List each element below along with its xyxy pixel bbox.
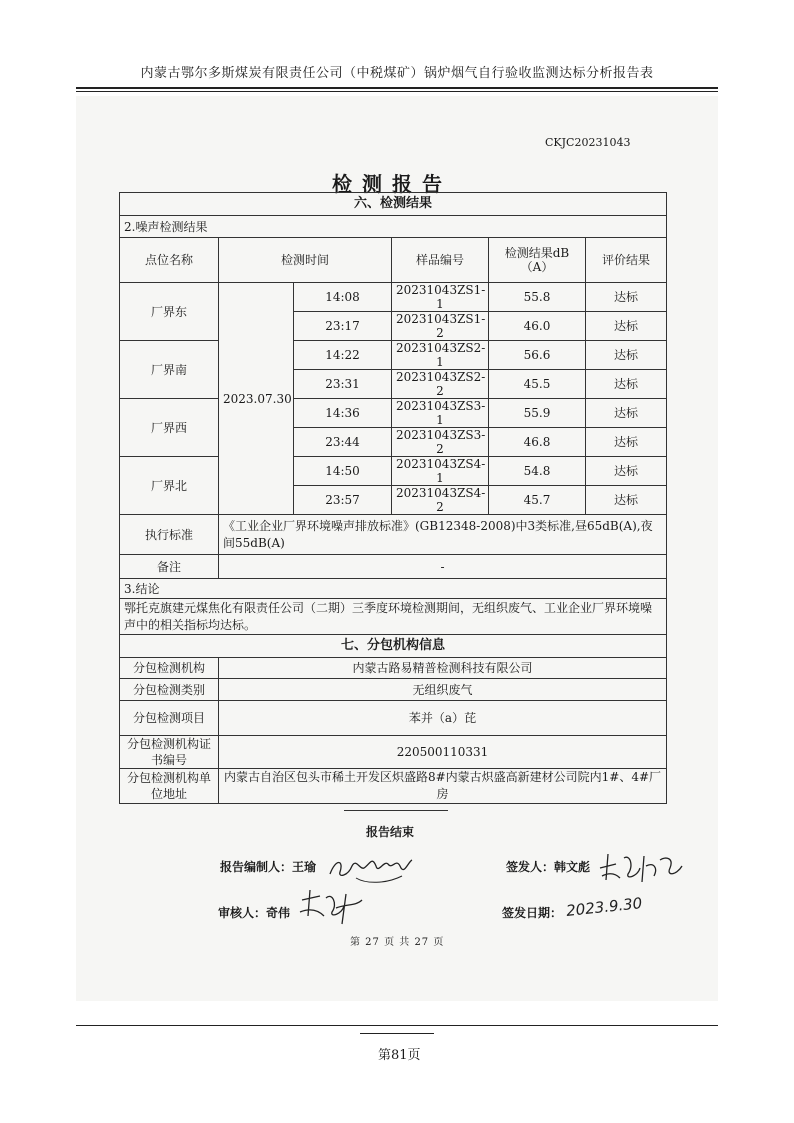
report-end: 报告结束	[366, 825, 415, 839]
sub-value: 无组织废气	[219, 679, 667, 701]
header-rule	[76, 87, 718, 89]
sub-value: 内蒙古自治区包头市稀土开发区炽盛路8#内蒙古炽盛高新建材公司院内1#、4#厂房	[219, 769, 667, 804]
footer-short-rule	[360, 1033, 434, 1034]
point-name: 厂界北	[120, 457, 219, 515]
reviewer-signature-icon	[296, 886, 366, 930]
col-result: 检测结果dB（A）	[489, 238, 586, 283]
result-value: 45.7	[489, 486, 586, 515]
sample-id: 20231043ZS4-1	[392, 457, 489, 486]
sub-value: 内蒙古路易精普检测科技有限公司	[219, 658, 667, 679]
test-time: 14:36	[294, 399, 392, 428]
conclusion-text: 鄂托克旗建元煤焦化有限责任公司（二期）三季度环境检测期间，无组织废气、工业企业厂界环境噪声中的相关指标均达标。	[120, 599, 667, 635]
test-date: 2023.07.30	[219, 283, 294, 515]
reviewer-label: 审核人：奇伟	[218, 906, 291, 920]
test-time: 23:17	[294, 312, 392, 341]
test-time: 23:57	[294, 486, 392, 515]
test-time: 23:44	[294, 428, 392, 457]
sample-id: 20231043ZS2-1	[392, 341, 489, 370]
sample-id: 20231043ZS1-1	[392, 283, 489, 312]
header-rule-thin	[76, 91, 718, 92]
col-eval: 评价结果	[586, 238, 667, 283]
conclusion-title: 3.结论	[120, 579, 667, 599]
sample-id: 20231043ZS3-1	[392, 399, 489, 428]
page-number: 第81页	[378, 1048, 421, 1063]
section-6-title: 六、检测结果	[120, 193, 667, 216]
point-name: 厂界南	[120, 341, 219, 399]
point-name: 厂界西	[120, 399, 219, 457]
col-time: 检测时间	[219, 238, 392, 283]
page-header-title: 内蒙古鄂尔多斯煤炭有限责任公司（中税煤矿）锅炉烟气自行验收监测达标分析报告表	[140, 66, 654, 81]
report-table	[119, 192, 667, 804]
eval-result: 达标	[586, 399, 667, 428]
inner-page-number: 第 27 页 共 27 页	[350, 937, 445, 948]
sub-label: 分包检测机构证书编号	[120, 736, 219, 769]
sub-value: 220500110331	[219, 736, 667, 769]
editor-label: 报告编制人：王瑜	[220, 860, 317, 874]
footer-rule	[76, 1025, 718, 1026]
test-time: 14:50	[294, 457, 392, 486]
result-value: 45.5	[489, 370, 586, 399]
test-time: 14:08	[294, 283, 392, 312]
sub-label: 分包检测项目	[120, 701, 219, 736]
result-value: 55.8	[489, 283, 586, 312]
eval-result: 达标	[586, 283, 667, 312]
result-value: 46.8	[489, 428, 586, 457]
remark-label: 备注	[120, 555, 219, 579]
eval-result: 达标	[586, 312, 667, 341]
issuer-label: 签发人：韩文彪	[506, 860, 591, 874]
noise-subtitle: 2.噪声检测结果	[120, 216, 667, 238]
standard-label: 执行标准	[120, 515, 219, 555]
eval-result: 达标	[586, 341, 667, 370]
col-point: 点位名称	[120, 238, 219, 283]
issuer-signature-icon	[596, 846, 686, 888]
document-title: 检测报告	[332, 172, 452, 196]
result-value: 46.0	[489, 312, 586, 341]
eval-result: 达标	[586, 370, 667, 399]
point-name: 厂界东	[120, 283, 219, 341]
sub-label: 分包检测机构	[120, 658, 219, 679]
eval-result: 达标	[586, 486, 667, 515]
result-value: 55.9	[489, 399, 586, 428]
result-value: 54.8	[489, 457, 586, 486]
sample-id: 20231043ZS3-2	[392, 428, 489, 457]
sample-id: 20231043ZS4-2	[392, 486, 489, 515]
col-sample: 样品编号	[392, 238, 489, 283]
section-7-title: 七、分包机构信息	[120, 635, 667, 658]
end-rule	[344, 810, 448, 811]
sample-id: 20231043ZS2-2	[392, 370, 489, 399]
sub-label: 分包检测机构单位地址	[120, 769, 219, 804]
test-time: 14:22	[294, 341, 392, 370]
result-value: 56.6	[489, 341, 586, 370]
sample-id: 20231043ZS1-2	[392, 312, 489, 341]
issue-date-handwritten: 2023.9.30	[565, 894, 644, 920]
editor-signature-icon	[326, 848, 416, 888]
eval-result: 达标	[586, 428, 667, 457]
standard-value: 《工业企业厂界环境噪声排放标准》(GB12348-2008)中3类标准,昼65dB(A),夜间55dB(A)	[219, 515, 667, 555]
remark-value: -	[219, 555, 667, 579]
test-time: 23:31	[294, 370, 392, 399]
sub-label: 分包检测类别	[120, 679, 219, 701]
eval-result: 达标	[586, 457, 667, 486]
issue-date-label: 签发日期：	[502, 906, 563, 920]
sub-value: 苯并（a）芘	[219, 701, 667, 736]
document-code: CKJC20231043	[545, 136, 631, 149]
